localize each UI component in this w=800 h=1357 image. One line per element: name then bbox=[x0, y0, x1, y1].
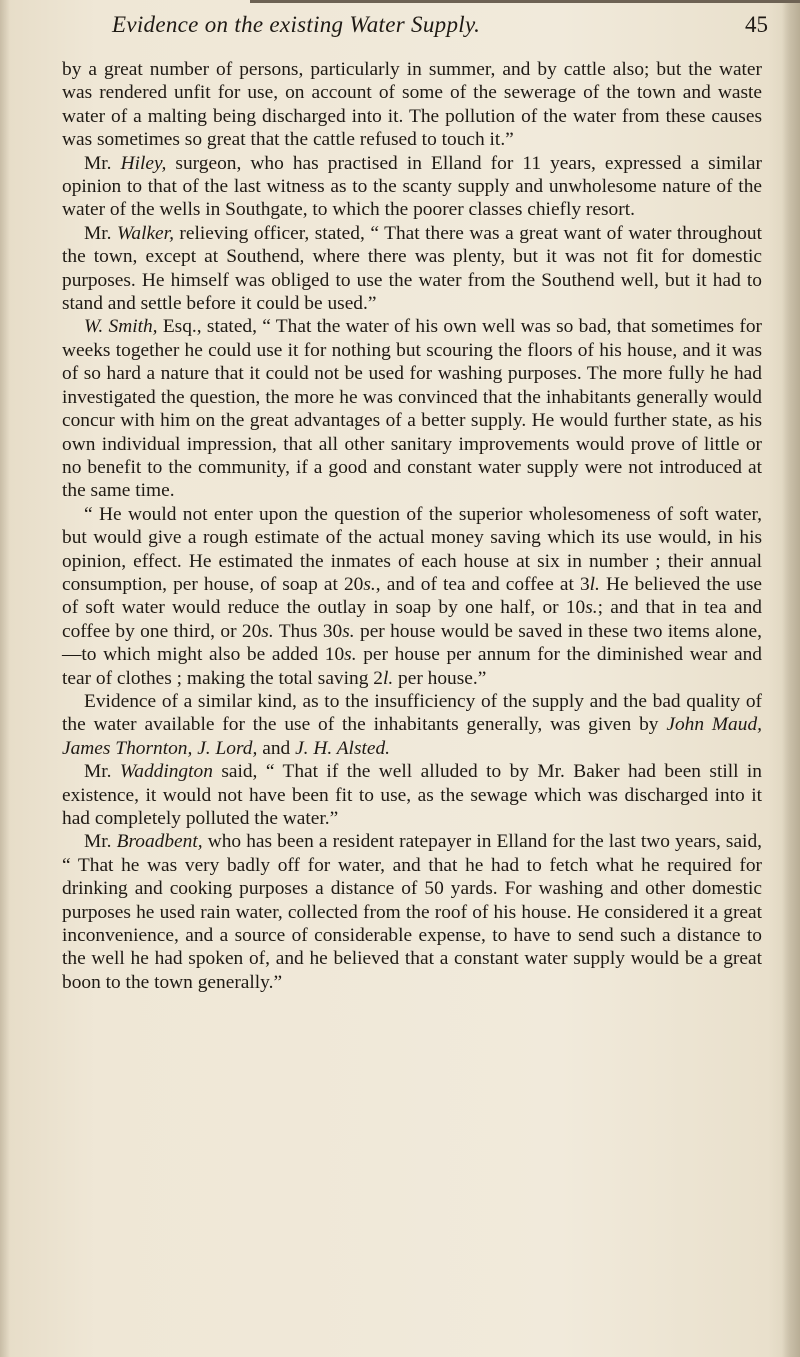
paragraph-smith-estimate bbox=[62, 503, 762, 690]
text-run: surgeon, who has practised in Elland for 11 years, expressed a similar opinion to that of the last witness as to the scanty supply and unwholesome nature of the water of the wells in Southgate, to which the poorer classes chiefly resort. bbox=[62, 152, 762, 221]
text-run: said, “ That if the well alluded to by Mr. Baker had been still in existence, it would not have been fit to use, as the sewage which was discharged into it had completely polluted the water.” bbox=[62, 761, 762, 829]
gutter-shadow bbox=[0, 0, 10, 1357]
text-run: Mr. bbox=[84, 761, 120, 783]
top-rule bbox=[250, 0, 800, 3]
italic-run: Hiley, bbox=[120, 152, 167, 174]
paragraph-hiley bbox=[62, 152, 762, 222]
italic-run: W. Smith, bbox=[84, 316, 158, 338]
page-number: 45 bbox=[745, 12, 768, 37]
text-run: Mr. bbox=[84, 222, 117, 244]
text-run: per house per annum for the diminished wear and tear of clothes ; making the total saving 2 bbox=[62, 644, 763, 689]
text-run: Mr. bbox=[84, 831, 117, 853]
text-run: He believed the use of soft water would reduce the outlay in soap by one half, or 10 bbox=[62, 573, 763, 619]
italic-run: John Maud, James Thornton, J. Lord, bbox=[62, 714, 762, 759]
text-run: relieving officer, stated, “ That there was a great want of water throughout the town, except at Southend, where there was plenty, but it was not fit for domestic purposes. He himself was obliged to use the water from the Southend well, but it had to stand and settle before it could be used.” bbox=[62, 222, 763, 315]
text-run: Evidence of a similar kind, as to the insufficiency of the supply and the bad quality of the water available for the use of the inhabitants generally, was given by bbox=[62, 690, 762, 736]
paragraph-continuation bbox=[62, 58, 762, 152]
paragraph-waddington bbox=[62, 760, 762, 830]
running-header bbox=[112, 6, 768, 40]
paragraph-walker bbox=[62, 222, 762, 316]
italic-run: Walker, bbox=[117, 222, 174, 244]
italic-run: s. bbox=[261, 620, 274, 642]
text-run: “ He would not enter upon the question of the superior wholesomeness of soft water, but would give a rough estimate of the actual money saving which its use would, in his opinion, effect. He estimated the inmates of each house at six in number ; their annual consumption, per house, of soap at 20 bbox=[62, 503, 762, 595]
italic-run: l. bbox=[382, 667, 394, 689]
text-run: per house would be saved in these two items alone,—to which might also be added 10 bbox=[62, 620, 763, 666]
text-run: who has been a resident ratepayer in Elland for the last two years, said, “ That he was very badly off for water, and that he had to fetch what he required for drinking and cooking purposes a distance of 50 yards. For washing and other domestic purposes he used rain water, collected from the roof of his house. He considered it a great inconvenience, and a source of considerable expense, to have to send such a distance to the well he had spoken of, and he believed that a constant water supply would be a great boon to the town generally.” bbox=[62, 831, 762, 993]
text-run: , and of tea and coffee at 3 bbox=[375, 573, 590, 595]
text-run: per house.” bbox=[393, 667, 487, 689]
italic-run: J. H. Alsted. bbox=[295, 737, 391, 759]
italic-run: Waddington bbox=[119, 761, 213, 783]
running-title: Evidence on the existing Water Supply. bbox=[112, 12, 481, 37]
italic-run: s. bbox=[342, 620, 355, 642]
text-run: by a great number of persons, particularly in summer, and by cattle also; but the water was rendered unfit for use, on account of some of the sewerage of the town and waste water of a malting being discharged into it. The pollution of the water from these causes was sometimes so great that the cattle refused to touch it.” bbox=[62, 59, 762, 151]
paragraph-similar-evidence bbox=[62, 690, 762, 760]
italic-run: s. bbox=[344, 644, 357, 666]
text-run: Esq., stated, “ That the water of his own well was so bad, that sometimes for weeks together he could use it for nothing but scouring the floors of his house, and it was of so hard a nature that it could not be used for washing purposes. The more fully he had investigated the question, the more he was convinced that the inhabitants generally would concur with him on the great advantages of a better supply. He would further state, as his own individual impression, that all other sanitary improvements would prove of little or no benefit to the community, if a good and constant water supply were not introduced at the same time. bbox=[62, 316, 762, 502]
text-run: Thus 30 bbox=[273, 620, 343, 642]
italic-run: s. bbox=[363, 573, 376, 595]
italic-run: Broadbent, bbox=[116, 831, 203, 853]
paragraph-smith bbox=[62, 315, 762, 502]
page-edge bbox=[782, 0, 800, 1357]
body-text bbox=[62, 58, 762, 994]
italic-run: l. bbox=[589, 573, 600, 595]
text-run: Mr. bbox=[84, 152, 121, 174]
text-run: and bbox=[257, 737, 296, 759]
text-run: ; and that in tea and coffee by one third, or 20 bbox=[62, 597, 762, 642]
italic-run: s. bbox=[585, 597, 598, 619]
paragraph-broadbent bbox=[62, 830, 762, 994]
